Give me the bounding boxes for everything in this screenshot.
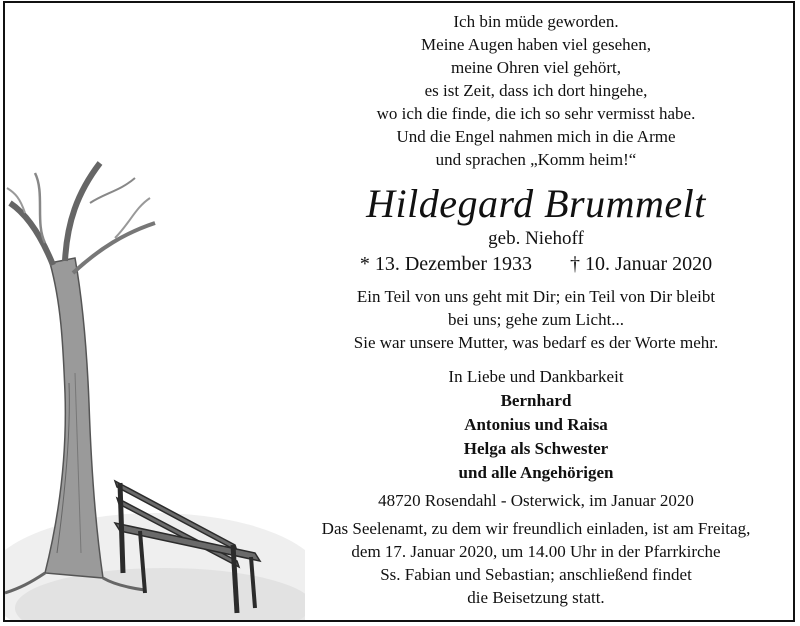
place-and-date: 48720 Rosendahl - Osterwick, im Januar 2020 xyxy=(378,491,694,510)
maiden-name: geb. Niehoff xyxy=(488,228,584,249)
notice-text xyxy=(285,3,787,609)
service-line: dem 17. Januar 2020, um 14.00 Uhr in der Pfarrkirche xyxy=(351,542,721,561)
tree-branches xyxy=(10,203,53,265)
tree-trunk xyxy=(45,258,103,578)
poem-line: Meine Augen haben viel gesehen, xyxy=(421,35,651,54)
verse xyxy=(285,285,787,354)
mourner-name: und alle Angehörigen xyxy=(458,463,614,482)
verse-line: Sie war unsere Mutter, was bedarf es der Worte mehr. xyxy=(353,333,719,352)
poem-line: Ich bin müde geworden. xyxy=(453,12,619,31)
obituary-notice xyxy=(3,1,795,622)
mourner-name: Antonius und Raisa xyxy=(464,415,608,434)
tree-and-bench-illustration xyxy=(5,153,305,622)
death-date: † 10. Januar 2020 xyxy=(569,253,713,275)
deceased-name: Hildegard Brummelt xyxy=(366,181,706,226)
verse-line: Ein Teil von uns geht mit Dir; ein Teil von Dir bleibt xyxy=(356,287,716,306)
mourner-name: Bernhard xyxy=(500,391,572,410)
service-line: die Beisetzung statt. xyxy=(467,588,605,607)
poem-line: wo ich die finde, die ich so sehr vermisst habe. xyxy=(376,104,696,123)
mourner-name: Helga als Schwester xyxy=(463,439,609,458)
mourners-intro: In Liebe und Dankbarkeit xyxy=(448,367,624,386)
service-line: Das Seelenamt, zu dem wir freundlich einladen, ist am Freitag, xyxy=(321,519,751,538)
poem-line: Und die Engel nahmen mich in die Arme xyxy=(396,127,676,146)
poem-line: meine Ohren viel gehört, xyxy=(451,58,621,77)
poem-line: und sprachen „Komm heim!“ xyxy=(435,150,637,169)
verse-line: bei uns; gehe zum Licht... xyxy=(447,310,625,329)
service-info xyxy=(285,517,787,609)
poem-line: es ist Zeit, dass ich dort hingehe, xyxy=(424,81,648,100)
service-line: Ss. Fabian und Sebastian; anschließend findet xyxy=(380,565,692,584)
poem xyxy=(285,3,787,171)
mourners xyxy=(285,365,787,485)
birth-date: * 13. Dezember 1933 xyxy=(359,253,532,275)
life-dates xyxy=(285,251,787,277)
